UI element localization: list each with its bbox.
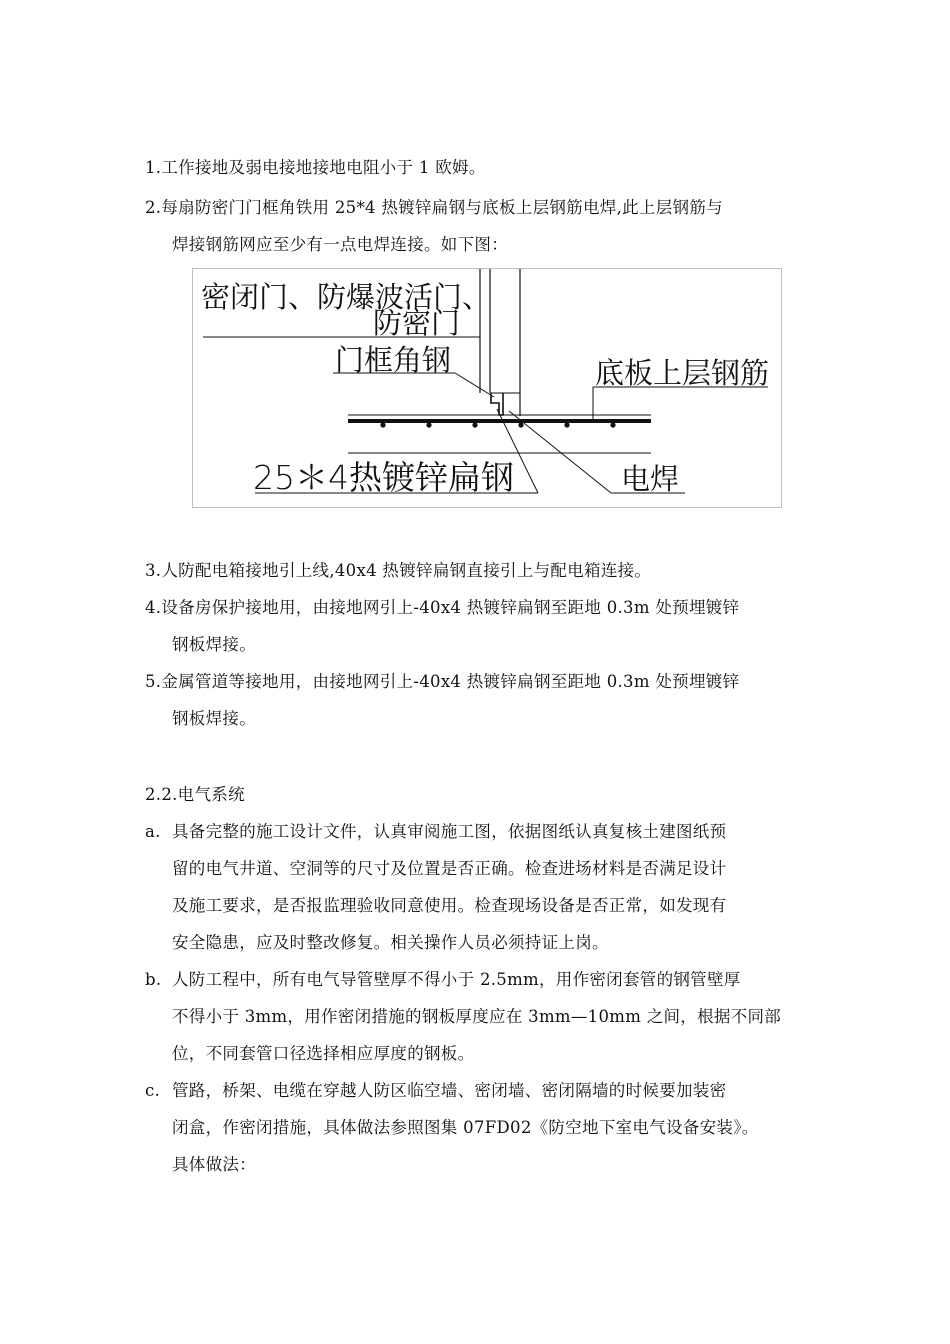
grounding-detail-figure [192,268,782,508]
label-upper-rebar: 底板上层钢筋 [595,356,770,390]
list-item-a-line: 安全隐患，应及时整改修复。相关操作人员必须持证上岗。 [172,933,609,952]
list-item-2 [145,197,723,219]
list-marker: 3. [145,561,162,580]
list-text: 设备房保护接地用，由接地网引上-40x4 热镀锌扁钢至距地 0.3m 处预埋镀锌 [161,598,740,617]
list-marker-b: b. [145,970,162,989]
list-marker-c: c. [145,1081,161,1100]
rebar-dot [610,422,615,427]
label-doors-line1: 密闭门、防爆波活门、 [201,280,492,314]
label-flat-steel: 25＊4热镀锌扁钢 [253,458,514,497]
list-item-4 [145,597,739,619]
label-doors-line2: 防密门 [373,306,461,340]
rebar-dot [426,422,431,427]
list-item-c-line: 具体做法： [172,1155,256,1174]
list-item-b-line: 位，不同套管口径选择相应厚度的钢板。 [172,1044,475,1063]
list-item-a-line: 及施工要求，是否报监理验收同意使用。检查现场设备是否正常，如发现有 [172,896,727,915]
list-marker: 5. [145,672,162,691]
list-item-a-line: 具备完整的施工设计文件，认真审阅施工图，依据图纸认真复核土建图纸预 [172,822,727,841]
list-item-3 [145,560,651,582]
list-item-c-line: 闭盒，作密闭措施，具体做法参照图集 07FD02《防空地下室电气设备安装》。 [172,1118,759,1137]
list-text: 工作接地及弱电接地接地电阻小于 1 欧姆。 [161,158,486,177]
list-marker-a: a. [145,822,161,841]
list-marker: 2. [145,198,162,217]
list-text: 每扇防密门门框角铁用 25*4 热镀锌扁钢与底板上层钢筋电焊,此上层钢筋与 [161,198,723,217]
leader-line [509,411,611,493]
list-item-c-line: 管路，桥架、电缆在穿越人防区临空墙、密闭墙、密闭隔墙的时候要加装密 [172,1081,727,1100]
list-item-2-continuation: 焊接钢筋网应至少有一点电焊连接。如下图： [172,235,508,254]
rebar-dot [380,422,385,427]
list-item-b-line: 人防工程中，所有电气导管壁厚不得小于 2.5mm，用作密闭套管的钢管壁厚 [172,970,741,989]
list-item-a-line: 留的电气井道、空洞等的尺寸及位置是否正确。检查进场材料是否满足设计 [172,859,727,878]
list-item-5-continuation: 钢板焊接。 [172,709,256,728]
list-item-b-line: 不得小于 3mm，用作密闭措施的钢板厚度应在 3mm—10mm 之间，根据不同部 [172,1007,782,1026]
list-text: 人防配电箱接地引上线,40x4 热镀锌扁钢直接引上与配电箱连接。 [161,561,652,580]
section-heading: 2.2.电气系统 [145,785,245,804]
rebar-dot [564,422,569,427]
list-text: 金属管道等接地用，由接地网引上-40x4 热镀锌扁钢至距地 0.3m 处预埋镀锌 [161,672,740,691]
list-item-1 [145,157,486,179]
list-marker: 4. [145,598,162,617]
leader-line [455,373,494,397]
label-weld: 电焊 [621,462,680,496]
rebar-dot [518,422,523,427]
list-item-5 [145,671,739,693]
list-marker: 1. [145,158,162,177]
rebar-dot [472,422,477,427]
grounding-detail-drawing [193,269,783,509]
label-frame-angle: 门框角钢 [335,343,452,377]
list-item-4-continuation: 钢板焊接。 [172,635,256,654]
